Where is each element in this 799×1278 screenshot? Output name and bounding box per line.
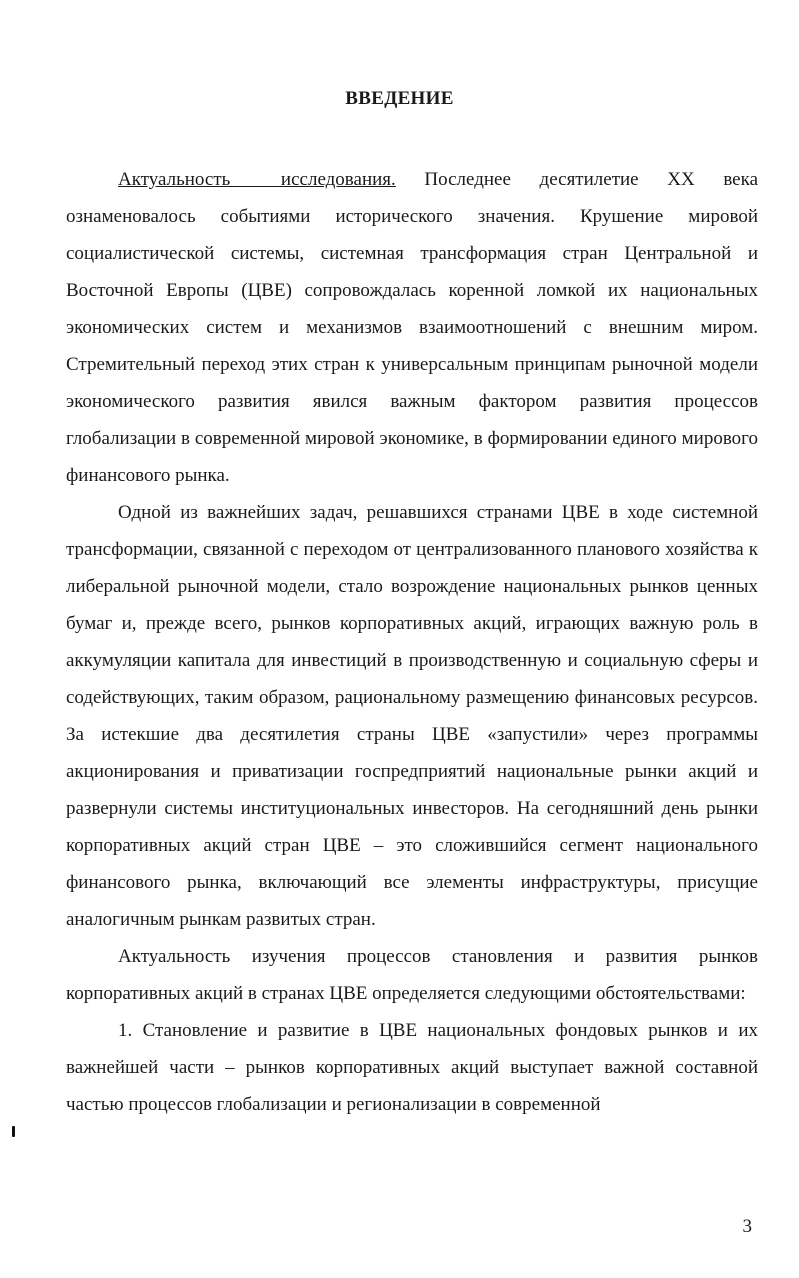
relevance-heading: Актуальность исследования. (118, 169, 396, 190)
page-title: ВВЕДЕНИЕ (345, 88, 454, 109)
paragraph-relevance (66, 161, 758, 494)
page-number: 3 (742, 1216, 752, 1237)
paragraph-circumstances: Актуальность изучения процессов становления и развития рынков корпоративных акций в странах ЦВЕ определяется следующими обстоятельствами: (66, 946, 758, 1004)
body-text (66, 161, 758, 1123)
paragraph-text: Последнее десятилетие XX века ознаменовалось событиями исторического значения. Крушение мировой социалистической системы, системная трансформация стран Центральной и Восточной Европы (ЦВЕ) сопровождалась коренной ломкой их национальных экономических систем и механизмов взаимоотношений с внешним миром. Стремительный переход этих стран к универсальным принципам рыночной модели экономического развития явился важным фактором развития процессов глобализации в современной мировой экономике, в формировании единого мирового финансового рынка. (66, 169, 758, 486)
paragraph-tasks: Одной из важнейших задач, решавшихся странами ЦВЕ в ходе системной трансформации, связанной с переходом от централизованного планового хозяйства к либеральной рыночной модели, стало возрождение национальных рынков ценных бумаг и, прежде всего, рынков корпоративных акций, играющих важную роль в аккумуляции капитала для инвестиций в производственную и социальную сферы и содействующих, таким образом, рациональному размещению финансовых ресурсов. За истекшие два десятилетия страны ЦВЕ «запустили» через программы акционирования и приватизации госпредприятий национальные рынки акций и развернули системы институциональных инвесторов. На сегодняшний день рынки корпоративных акций стран ЦВЕ – это сложившийся сегмент национального финансового рынка, включающий все элементы инфраструктуры, присущие аналогичным рынкам развитых стран. (66, 502, 758, 930)
margin-mark (12, 1126, 15, 1137)
paragraph-point-one: 1. Становление и развитие в ЦВЕ национальных фондовых рынков и их важнейшей части – рынков корпоративных акций выступает важной составной частью процессов глобализации и регионализации в современной (66, 1020, 758, 1115)
